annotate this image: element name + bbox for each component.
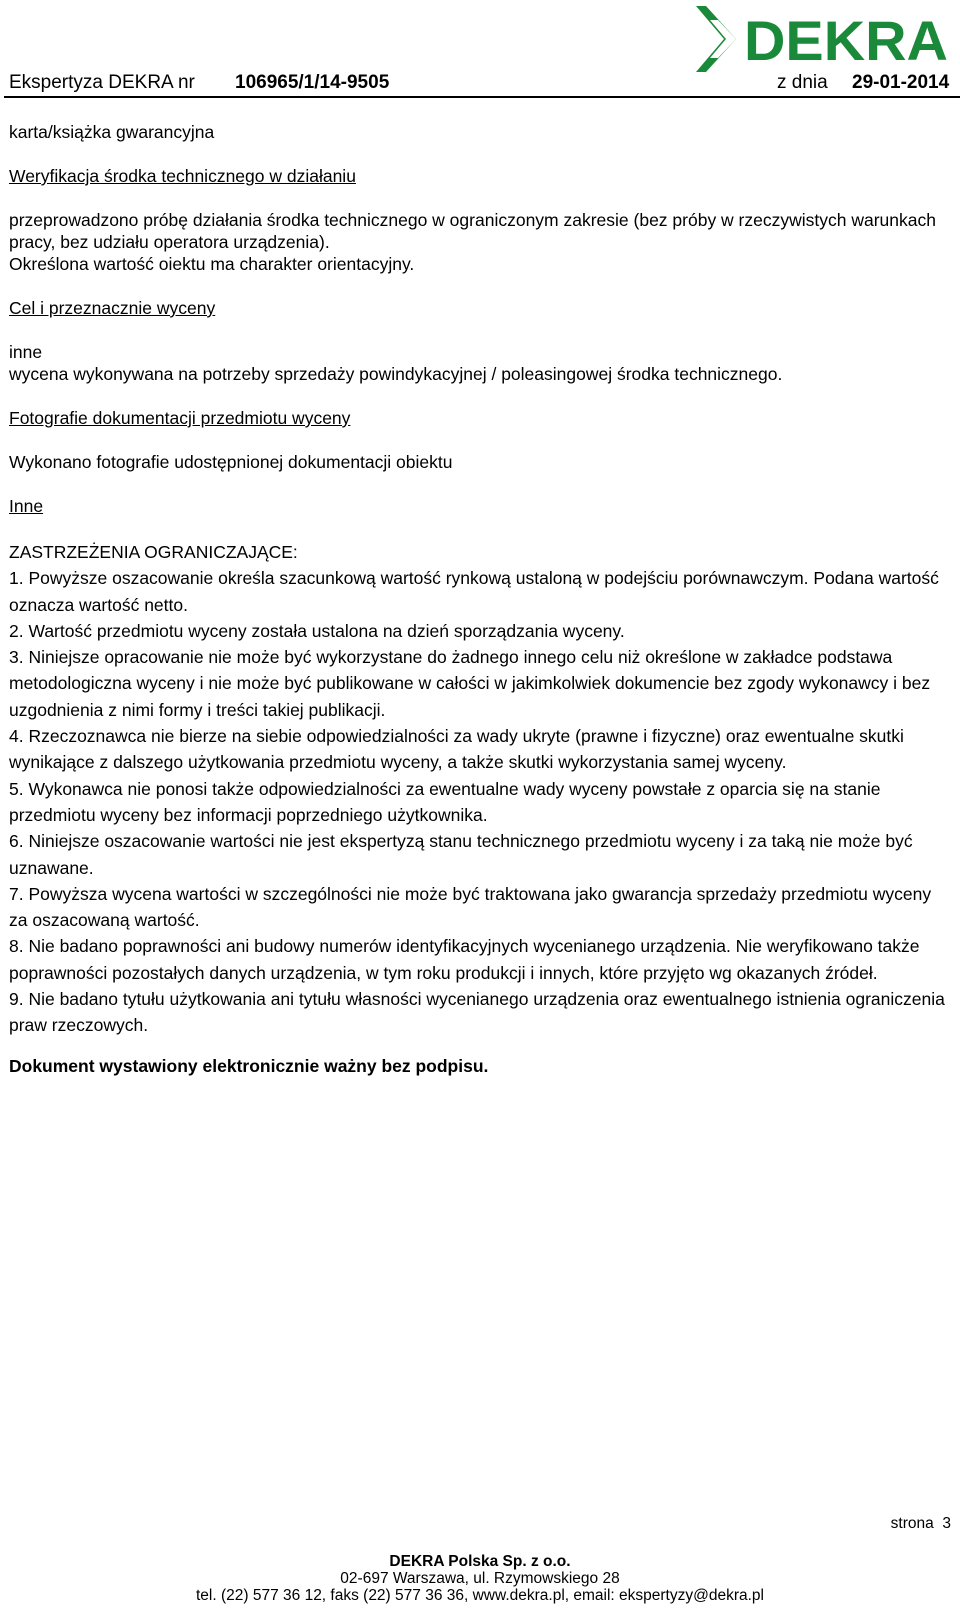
restriction-item: 5. Wykonawca nie ponosi także odpowiedzialności za ewentualne wady wyceny powstałe z oparcia się na stanie przedmiotu wyceny bez informacji poprzedniego użytkownika. [9,778,881,825]
report-header [4,68,960,98]
photos-text: Wykonano fotografie udostępnionej dokumentacji obiektu [9,452,453,472]
warranty-line: karta/książka gwarancyjna [9,122,215,142]
verification-heading: Weryfikacja środka technicznego w działaniu [9,166,356,186]
restriction-item: 1. Powyższe oszacowanie określa szacunkową wartość rynkową ustaloną w podejściu porównawczym. Podana wartość oznacza wartość netto. [9,568,939,615]
footer [0,1553,960,1604]
purpose-type: inne [9,342,43,362]
restriction-item: 7. Powyższa wycena wartości w szczególności nie może być traktowana jako gwarancja sprzedaży przedmiotu wyceny za oszacowaną wartość. [9,883,932,931]
purpose-text: wycena wykonywana na potrzeby sprzedaży powindykacyjnej / poleasingowej środka technicznego. [9,364,783,384]
restrictions-list [9,539,954,1039]
purpose-heading: Cel i przeznacznie wyceny [9,298,216,318]
restriction-item: 4. Rzeczoznawca nie bierze na siebie odpowiedzialności za wady ukryte (prawne i fizyczne) oraz ewentualne skutki wynikające z dalszego użytkowania przedmiotu wyceny, a także skutki wykorzystania samej wyceny. [9,726,904,773]
footer-company: DEKRA Polska Sp. z o.o. [389,1553,571,1570]
report-date: 29-01-2014 [852,72,950,93]
verification-text: przeprowadzono próbę działania środka technicznego w ograniczonym zakresie (bez próby w rzeczywistych warunkach pracy, bez udziału operatora urządzenia). [9,210,936,252]
footer-address: 02-697 Warszawa, ul. Rzymowskiego 28 [340,1570,620,1587]
restriction-item: 6. Niniejsze oszacowanie wartości nie jest ekspertyzą stanu technicznego przedmiotu wyceny i za taką nie może być uznawane. [9,831,913,878]
restriction-item: 9. Nie badano tytułu użytkowania ani tytułu własności wycenianego urządzenia oraz ewentualnego istnienia ograniczenia praw rzeczowych. [9,989,945,1036]
verification-note: Określona wartość oiektu ma charakter orientacyjny. [9,254,415,274]
restriction-item: 3. Niniejsze opracowanie nie może być wykorzystane do żadnego innego celu niż określone w zakładce podstawa metodologiczna wyceny i nie może być publikowane w całości w jakimkolwiek dokumencie bez zgody wykonawcy i bez uzgodnienia z nimi formy i treści takiej publikacji. [9,647,931,720]
page-label: strona [890,1515,934,1532]
photos-heading: Fotografie dokumentacji przedmiotu wyceny [9,408,351,428]
other-heading: Inne [9,496,44,516]
restriction-item: 8. Nie badano poprawności ani budowy numerów identyfikacyjnych wycenianego urządzenia. Nie weryfikowano także poprawności pozostałych danych urządzenia, w tym roku produkcji i innych, które przyjęto wg okazanych źródeł. [9,936,920,983]
document-body [9,121,954,1077]
date-label: z dnia [777,72,828,93]
page-value: 3 [942,1515,951,1532]
report-number: 106965/1/14-9505 [235,72,390,93]
dekra-logo-text: DEKRA [744,9,948,72]
restriction-item: 2. Wartość przedmiotu wyceny została ustalona na dzień sporządzania wyceny. [9,620,625,641]
restrictions-title: ZASTRZEŻENIA OGRANICZAJĄCE: [9,542,298,562]
electronic-note: Dokument wystawiony elektronicznie ważny bez podpisu. [9,1055,489,1076]
page-number [891,1515,951,1533]
report-label: Ekspertyza DEKRA nr [9,72,195,93]
footer-contact: tel. (22) 577 36 12, faks (22) 577 36 36, www.dekra.pl, email: ekspertyzy@dekra.pl [196,1587,764,1604]
